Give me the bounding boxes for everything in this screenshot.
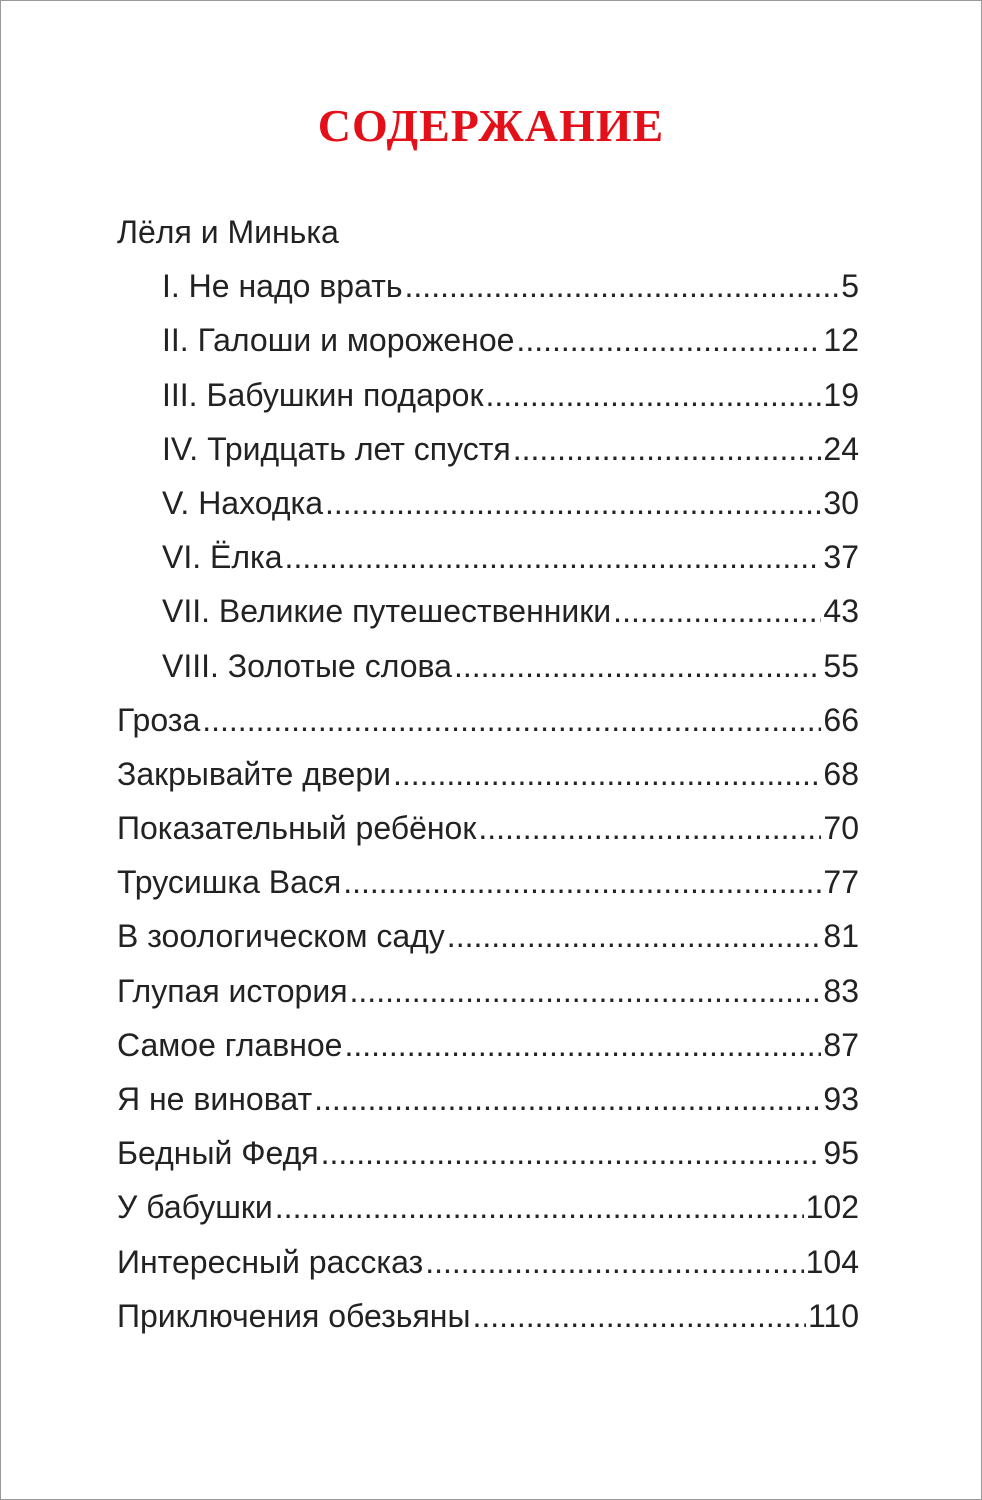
- toc-entry-title: Закрывайте двери: [117, 755, 391, 792]
- toc-page-number: 70: [823, 810, 859, 847]
- toc-entry-title: IV. Тридцать лет спустя: [162, 430, 511, 467]
- toc-entry: [117, 1018, 859, 1072]
- toc-page-number: 55: [823, 647, 859, 684]
- toc-entry: [117, 1072, 859, 1126]
- toc-subentry: [162, 639, 859, 693]
- toc-entry-title: Глупая история: [117, 972, 348, 1009]
- dot-leader: [472, 1289, 806, 1343]
- toc-page-number: 87: [823, 1026, 859, 1063]
- toc-page-number: 12: [823, 322, 859, 359]
- toc-page-number: 77: [823, 864, 859, 901]
- toc-entry: [117, 693, 859, 747]
- toc-entry: [117, 1180, 859, 1234]
- dot-leader: [275, 1180, 804, 1234]
- toc-page-number: 95: [823, 1135, 859, 1172]
- dot-leader: [447, 909, 822, 963]
- dot-leader: [344, 1018, 821, 1072]
- dot-leader: [516, 313, 821, 367]
- toc-entry-title: Гроза: [117, 701, 201, 738]
- toc-entry-title: У бабушки: [117, 1189, 273, 1226]
- toc-page-number: 102: [805, 1189, 859, 1226]
- toc-entry-title: VIII. Золотые слова: [162, 647, 452, 684]
- toc-entry: [117, 747, 859, 801]
- toc-entry-title: Самое главное: [117, 1026, 343, 1063]
- toc-entry-title: В зоологическом саду: [117, 918, 445, 955]
- dot-leader: [343, 855, 821, 909]
- toc-entry-title: Я не виноват: [117, 1081, 313, 1117]
- toc-subentry: [162, 368, 859, 422]
- dot-leader: [513, 422, 822, 476]
- toc-entry: [117, 801, 859, 855]
- toc-page-number: 19: [823, 376, 859, 413]
- page-title: СОДЕРЖАНИЕ: [317, 100, 665, 151]
- dot-leader: [321, 1126, 822, 1180]
- toc-entry-title: Интересный рассказ: [117, 1243, 424, 1280]
- toc-subentry: [162, 476, 859, 530]
- toc-entry-title: Приключения обезьяны: [117, 1297, 471, 1334]
- toc-entry: [117, 1126, 859, 1180]
- toc-page-number: 93: [823, 1081, 859, 1117]
- toc-entry: [117, 964, 859, 1018]
- dot-leader: [405, 259, 840, 313]
- toc-subentry: [162, 584, 859, 638]
- toc-entry: [117, 205, 859, 259]
- dot-leader: [285, 530, 822, 584]
- toc-page-number: 104: [805, 1243, 859, 1280]
- toc-entry-title: Лёля и Минька: [117, 214, 339, 250]
- toc-page-number: 83: [823, 972, 859, 1009]
- toc-page-number: 30: [823, 484, 859, 521]
- toc-entry-title: Показательный ребёнок: [117, 810, 477, 847]
- table-of-contents: [0, 205, 982, 1343]
- toc-subentry: [162, 259, 859, 313]
- toc-subentry: [162, 313, 859, 367]
- dot-leader: [325, 476, 821, 530]
- dot-leader: [314, 1072, 821, 1126]
- dot-leader: [613, 584, 821, 638]
- dot-leader: [350, 964, 822, 1018]
- toc-page-number: 24: [823, 430, 859, 467]
- toc-entry: [117, 855, 859, 909]
- toc-subentry: [162, 530, 859, 584]
- toc-entry: [117, 909, 859, 963]
- toc-page-number: 43: [823, 593, 859, 630]
- toc-entry-title: I. Не надо врать: [162, 268, 403, 305]
- dot-leader: [425, 1235, 803, 1289]
- toc-entry-title: Трусишка Вася: [117, 864, 342, 901]
- dot-leader: [478, 801, 821, 855]
- toc-entry-title: Бедный Федя: [117, 1135, 319, 1172]
- toc-entry-title: II. Галоши и мороженое: [162, 322, 515, 359]
- toc-entry-title: V. Находка: [162, 484, 323, 521]
- dot-leader: [393, 747, 821, 801]
- toc-entry: [117, 1235, 859, 1289]
- dot-leader: [202, 693, 821, 747]
- toc-page-number: 37: [823, 539, 859, 576]
- toc-entry: [117, 1289, 859, 1343]
- toc-entry-title: III. Бабушкин подарок: [162, 376, 484, 413]
- toc-entry-title: VI. Ёлка: [162, 539, 283, 576]
- toc-page-number: 5: [841, 268, 859, 305]
- toc-page-number: 66: [823, 701, 859, 738]
- toc-page-number: 68: [823, 755, 859, 792]
- toc-page-number: 110: [807, 1297, 859, 1334]
- toc-subentry: [162, 422, 859, 476]
- dot-leader: [454, 639, 821, 693]
- dot-leader: [485, 368, 821, 422]
- toc-entry-title: VII. Великие путешественники: [162, 593, 612, 630]
- toc-page-number: 81: [823, 918, 859, 955]
